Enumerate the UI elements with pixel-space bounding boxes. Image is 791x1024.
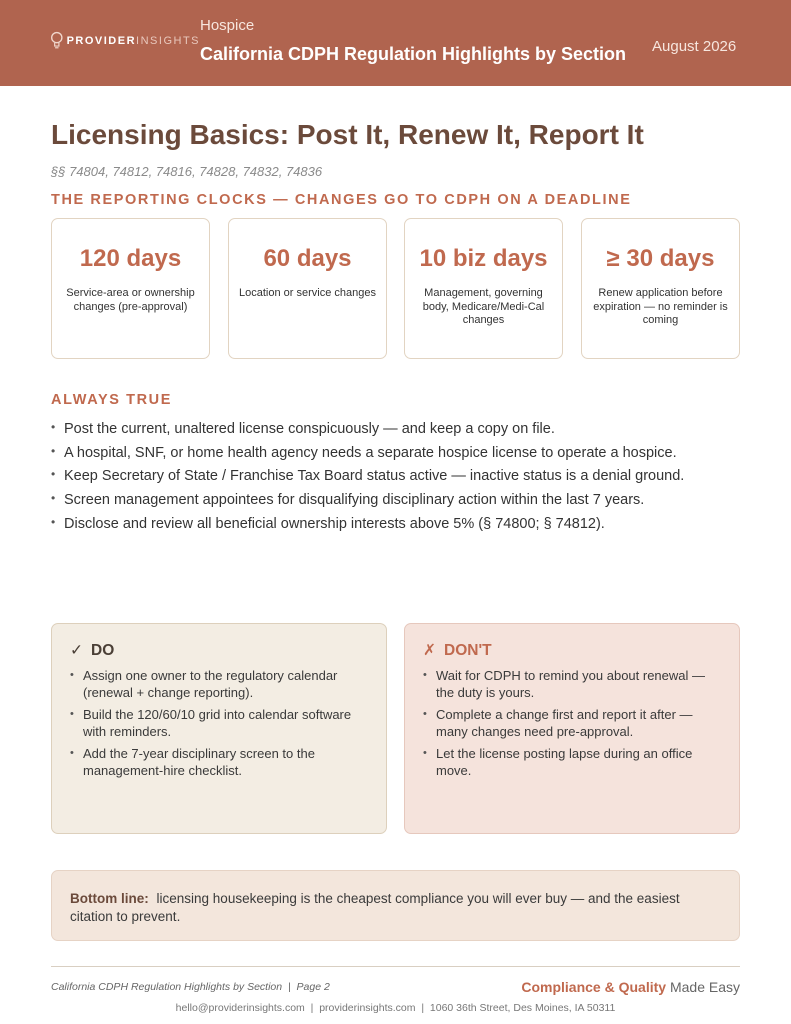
clock-description: Management, governing body, Medicare/Medi-Cal changes bbox=[422, 287, 545, 326]
list-item: • Wait for CDPH to remind you about renewal — the duty is yours. bbox=[423, 668, 725, 701]
clock-value: 120 days bbox=[79, 245, 182, 272]
dont-box bbox=[404, 623, 740, 834]
clock-value: 10 biz days bbox=[419, 245, 548, 272]
do-heading bbox=[70, 641, 114, 660]
reporting-clocks-heading: THE REPORTING CLOCKS — CHANGES GO TO CDPH ON A DEADLINE bbox=[51, 192, 632, 208]
header-date: August 2026 bbox=[652, 38, 737, 55]
tagline-rest: Made Easy bbox=[669, 979, 740, 995]
list-item: • Let the license posting lapse during an office move. bbox=[423, 746, 725, 779]
list-item: • Complete a change first and report it after — many changes need pre-approval. bbox=[423, 707, 725, 740]
bottom-line-text: licensing housekeeping is the cheapest compliance you will ever buy — and the easiest citation to prevent. bbox=[70, 891, 680, 924]
cross-icon: ✗ bbox=[423, 642, 436, 659]
brand-logo[interactable] bbox=[50, 28, 200, 54]
lightbulb-icon bbox=[50, 29, 64, 53]
bottom-line-label: Bottom line: bbox=[70, 891, 149, 906]
brand-wordmark: PROVIDERINSIGHTS bbox=[66, 35, 200, 47]
do-box bbox=[51, 623, 387, 834]
footer-divider bbox=[51, 966, 740, 967]
always-true-heading: ALWAYS TRUE bbox=[51, 392, 172, 408]
dont-list bbox=[423, 668, 725, 785]
dont-heading bbox=[423, 641, 492, 660]
header-banner bbox=[0, 0, 791, 86]
clock-value: 60 days bbox=[263, 245, 352, 272]
do-list bbox=[70, 668, 372, 785]
list-item: • Post the current, unaltered license conspicuously — and keep a copy on file. bbox=[51, 418, 684, 442]
clock-value: ≥ 30 days bbox=[606, 245, 715, 272]
list-item: • Keep Secretary of State / Franchise Tax Board status active — inactive status is a denial ground. bbox=[51, 465, 684, 489]
list-item: • Add the 7-year disciplinary screen to the management-hire checklist. bbox=[70, 746, 372, 779]
list-item: • Build the 120/60/10 grid into calendar software with reminders. bbox=[70, 707, 372, 740]
dont-heading-label: DON'T bbox=[444, 642, 492, 659]
clock-card bbox=[581, 218, 740, 359]
footer-page-info: California CDPH Regulation Highlights by Section | Page 2 bbox=[51, 981, 330, 993]
list-item: • Assign one owner to the regulatory calendar (renewal + change reporting). bbox=[70, 668, 372, 701]
clock-card bbox=[404, 218, 563, 359]
bottom-line-callout bbox=[51, 870, 740, 941]
tagline-bold: Compliance & Quality bbox=[521, 979, 667, 995]
always-true-list bbox=[51, 418, 684, 537]
clock-card bbox=[228, 218, 387, 359]
list-item: • Screen management appointees for disqualifying disciplinary action within the last 7 years. bbox=[51, 489, 684, 513]
list-item: • A hospital, SNF, or home health agency needs a separate hospice license to operate a hospice. bbox=[51, 442, 684, 466]
clock-description: Location or service changes bbox=[239, 287, 376, 299]
checkmark-icon: ✓ bbox=[70, 642, 83, 659]
footer-tagline bbox=[521, 979, 740, 995]
do-heading-label: DO bbox=[91, 642, 115, 659]
clock-card bbox=[51, 218, 210, 359]
header-title: California CDPH Regulation Highlights by Section bbox=[200, 44, 627, 64]
clock-description: Renew application before expiration — no reminder is coming bbox=[593, 287, 728, 326]
header-category: Hospice bbox=[200, 17, 255, 34]
section-references: §§ 74804, 74812, 74816, 74828, 74832, 74836 bbox=[51, 164, 323, 179]
page-title: Licensing Basics: Post It, Renew It, Report It bbox=[51, 119, 644, 150]
list-item: • Disclose and review all beneficial ownership interests above 5% (§ 74800; § 74812). bbox=[51, 513, 684, 537]
clock-description: Service-area or ownership changes (pre-approval) bbox=[66, 287, 195, 313]
footer-contact[interactable]: hello@providerinsights.com | providerinsights.com | 1060 36th Street, Des Moines, IA 50311 bbox=[175, 1002, 616, 1014]
